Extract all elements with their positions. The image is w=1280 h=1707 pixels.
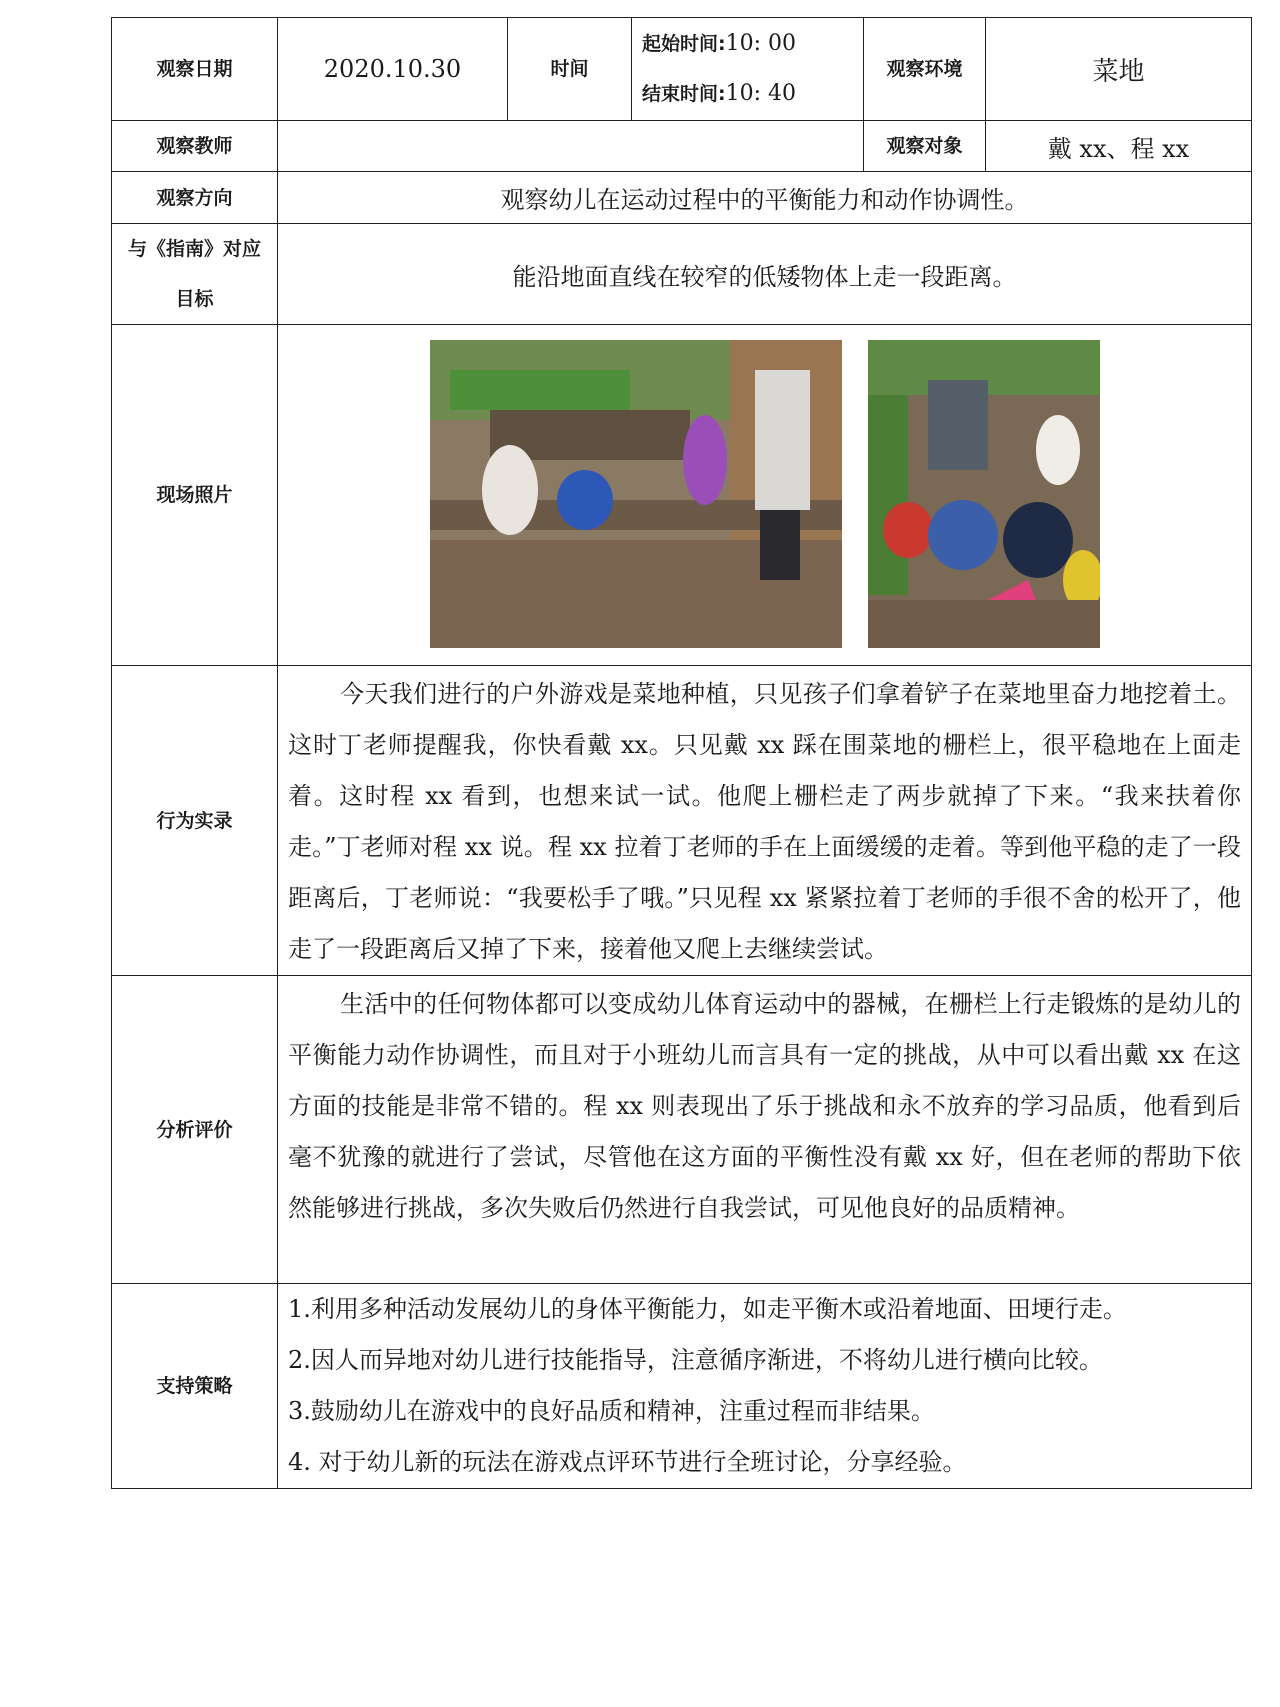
start-time-label: 起始时间: (642, 33, 726, 55)
end-time (632, 69, 863, 119)
time-range (632, 18, 864, 121)
record-text: 今天我们进行的户外游戏是菜地种植，只见孩子们拿着铲子在菜地里奋力地挖着土。这时丁老师提醒我，你快看戴 xx。只见戴 xx 踩在围菜地的栅栏上，很平稳地在上面走着。这时程 xx 看到，也想来试一试。他爬上栅栏走了两步就掉了下来。“我来扶着你走。”丁老师对程 xx 说。程 xx 拉着丁老师的手在上面缓缓的走着。等到他平稳的走了一段距离后，丁老师说：“我要松手了哦。”只见程 xx 紧紧拉着丁老师的手很不舍的松开了，他走了一段距离后又掉了下来，接着他又爬上去继续尝试。 (288, 680, 1241, 963)
guide-label (112, 224, 278, 325)
strategy-item-1: 1.利用多种活动发展幼儿的身体平衡能力，如走平衡木或沿着地面、田埂行走。 (288, 1295, 1127, 1323)
strategy-item-4: 4. 对于幼儿新的玩法在游戏点评环节进行全班讨论，分享经验。 (288, 1448, 967, 1476)
end-time-label: 结束时间: (642, 83, 726, 105)
scene-photo-1 (430, 340, 842, 648)
direction-value: 观察幼儿在运动过程中的平衡能力和动作协调性。 (278, 172, 1252, 224)
date-label: 观察日期 (112, 18, 278, 121)
analysis-cell (278, 976, 1252, 1284)
date-value: 2020.10.30 (278, 18, 508, 121)
record-label: 行为实录 (112, 666, 278, 976)
direction-label: 观察方向 (112, 172, 278, 224)
guide-value: 能沿地面直线在较窄的低矮物体上走一段距离。 (278, 224, 1252, 325)
subject-label: 观察对象 (864, 121, 986, 172)
subject-value: 戴 xx、程 xx (986, 121, 1252, 172)
analysis-label: 分析评价 (112, 976, 278, 1284)
end-time-value: 10: 40 (725, 81, 797, 106)
env-label: 观察环境 (864, 18, 986, 121)
scene-photo-2 (868, 340, 1100, 648)
teacher-label: 观察教师 (112, 121, 278, 172)
strategy-item-3: 3.鼓励幼儿在游戏中的良好品质和精神，注重过程而非结果。 (288, 1397, 935, 1425)
start-time-value: 10: 00 (725, 31, 797, 56)
guide-label-line-2: 目标 (175, 288, 214, 310)
strategy-label: 支持策略 (112, 1284, 278, 1489)
photo-cell (278, 325, 1252, 666)
observation-record-table (111, 17, 1252, 1489)
guide-label-line-1: 与《指南》对应 (127, 238, 261, 260)
strategy-item-2: 2.因人而异地对幼儿进行技能指导，注意循序渐进，不将幼儿进行横向比较。 (288, 1346, 1103, 1374)
record-cell (278, 666, 1252, 976)
photo-label: 现场照片 (112, 325, 278, 666)
start-time (632, 19, 863, 69)
teacher-value (278, 121, 864, 172)
env-value: 菜地 (986, 18, 1252, 121)
analysis-text: 生活中的任何物体都可以变成幼儿体育运动中的器械，在栅栏上行走锻炼的是幼儿的平衡能力动作协调性，而且对于小班幼儿而言具有一定的挑战，从中可以看出戴 xx 在这方面的技能是非常不错的。程 xx 则表现出了乐于挑战和永不放弃的学习品质，他看到后毫不犹豫的就进行了尝试，尽管他在这方面的平衡性没有戴 xx 好，但在老师的帮助下依然能够进行挑战，多次失败后仍然进行自我尝试，可见他良好的品质精神。 (288, 990, 1241, 1222)
strategy-cell (278, 1284, 1252, 1489)
time-label: 时间 (508, 18, 632, 121)
